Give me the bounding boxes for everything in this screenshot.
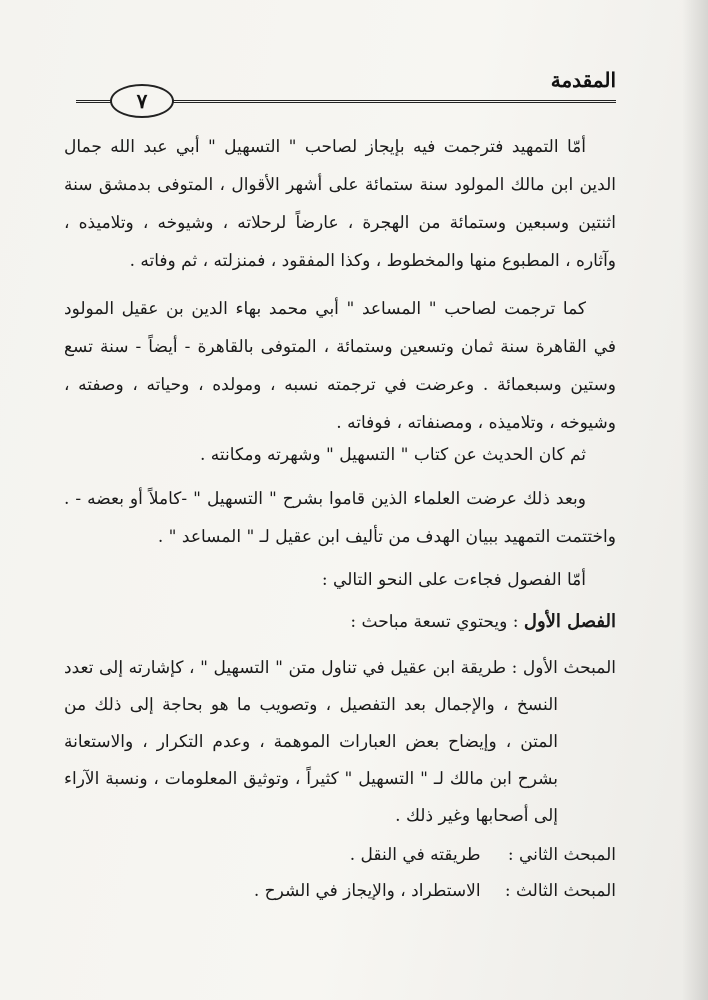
mabhath-three-text: الاستطراد ، والإيجاز في الشرح . xyxy=(253,881,481,901)
mabhath-three-label: المبحث الثالث : xyxy=(504,881,616,901)
mabhath-two-label: المبحث الثاني : xyxy=(507,845,616,865)
paragraph-fusool: أمّا الفصول فجاءت على النحو التالي : xyxy=(321,570,586,590)
page-header xyxy=(76,64,616,116)
chapter-one-heading xyxy=(64,605,616,639)
paragraph-shurooh: وبعد ذلك عرضت العلماء الذين قاموا بشرح " التسهيل " -كاملاً أو بعضه - . واختتمت التمهيد ببيان الهدف من تأليف ابن عقيل لـ " المساعد " . xyxy=(64,489,616,547)
mabhath-two xyxy=(64,838,616,872)
page-number: ٧ xyxy=(110,84,174,118)
mabhath-two-text: طريقته في النقل . xyxy=(349,845,481,865)
paragraph-tasheel: ثم كان الحديث عن كتاب " التسهيل " وشهرته ومكانته . xyxy=(199,445,586,465)
mabhath-one: المبحث الأول : طريقة ابن عقيل في تناول متن " التسهيل " ، كإشارته إلى تعدد النسخ ، والإجمال بعد التفصيل ، وتصويب ما هو بحاجة إلى ذلك من المتن ، وإيضاح بعض العبارات الموهمة ، وعدم التكرار ، والاستعانة بشرح ابن مالك لـ " التسهيل " كثيراً ، وتوثيق المعلومات ، ونسبة الآراء إلى أصحابها وغير ذلك . xyxy=(64,658,616,826)
paragraph-tamheed: أمّا التمهيد فترجمت فيه بإيجاز لصاحب " التسهيل " أبي عبد الله جمال الدين ابن مالك المولود سنة ستمائة على أشهر الأقوال ، المتوفى بدمشق سنة اثنتين وسبعين وستمائة من الهجرة ، عارضاً لرحلاته ، وشيوخه ، وتلاميذه ، وآثاره ، المطبوع منها والمخطوط ، وكذا المفقود ، فمنزلته ، ثم وفاته . xyxy=(64,137,616,271)
mabhath-three xyxy=(64,874,616,908)
page-title: المقدمة xyxy=(550,68,616,92)
paragraph-musaid: كما ترجمت لصاحب " المساعد " أبي محمد بهاء الدين بن عقيل المولود في القاهرة سنة ثمان وتسعين وستمائة ، المتوفى بالقاهرة - أيضاً - سنة تسع وستين وسبعمائة . وعرضت في ترجمته نسبه ، ومولده ، وحياته ، وصفته ، وشيوخه ، وتلاميذه ، ومصنفاته ، فوفاته . xyxy=(64,299,616,433)
chapter-one-desc: : ويحتوي تسعة مباحث : xyxy=(350,612,519,632)
page-edge-shadow xyxy=(682,0,708,1000)
chapter-one-label: الفصل الأول xyxy=(523,611,616,632)
